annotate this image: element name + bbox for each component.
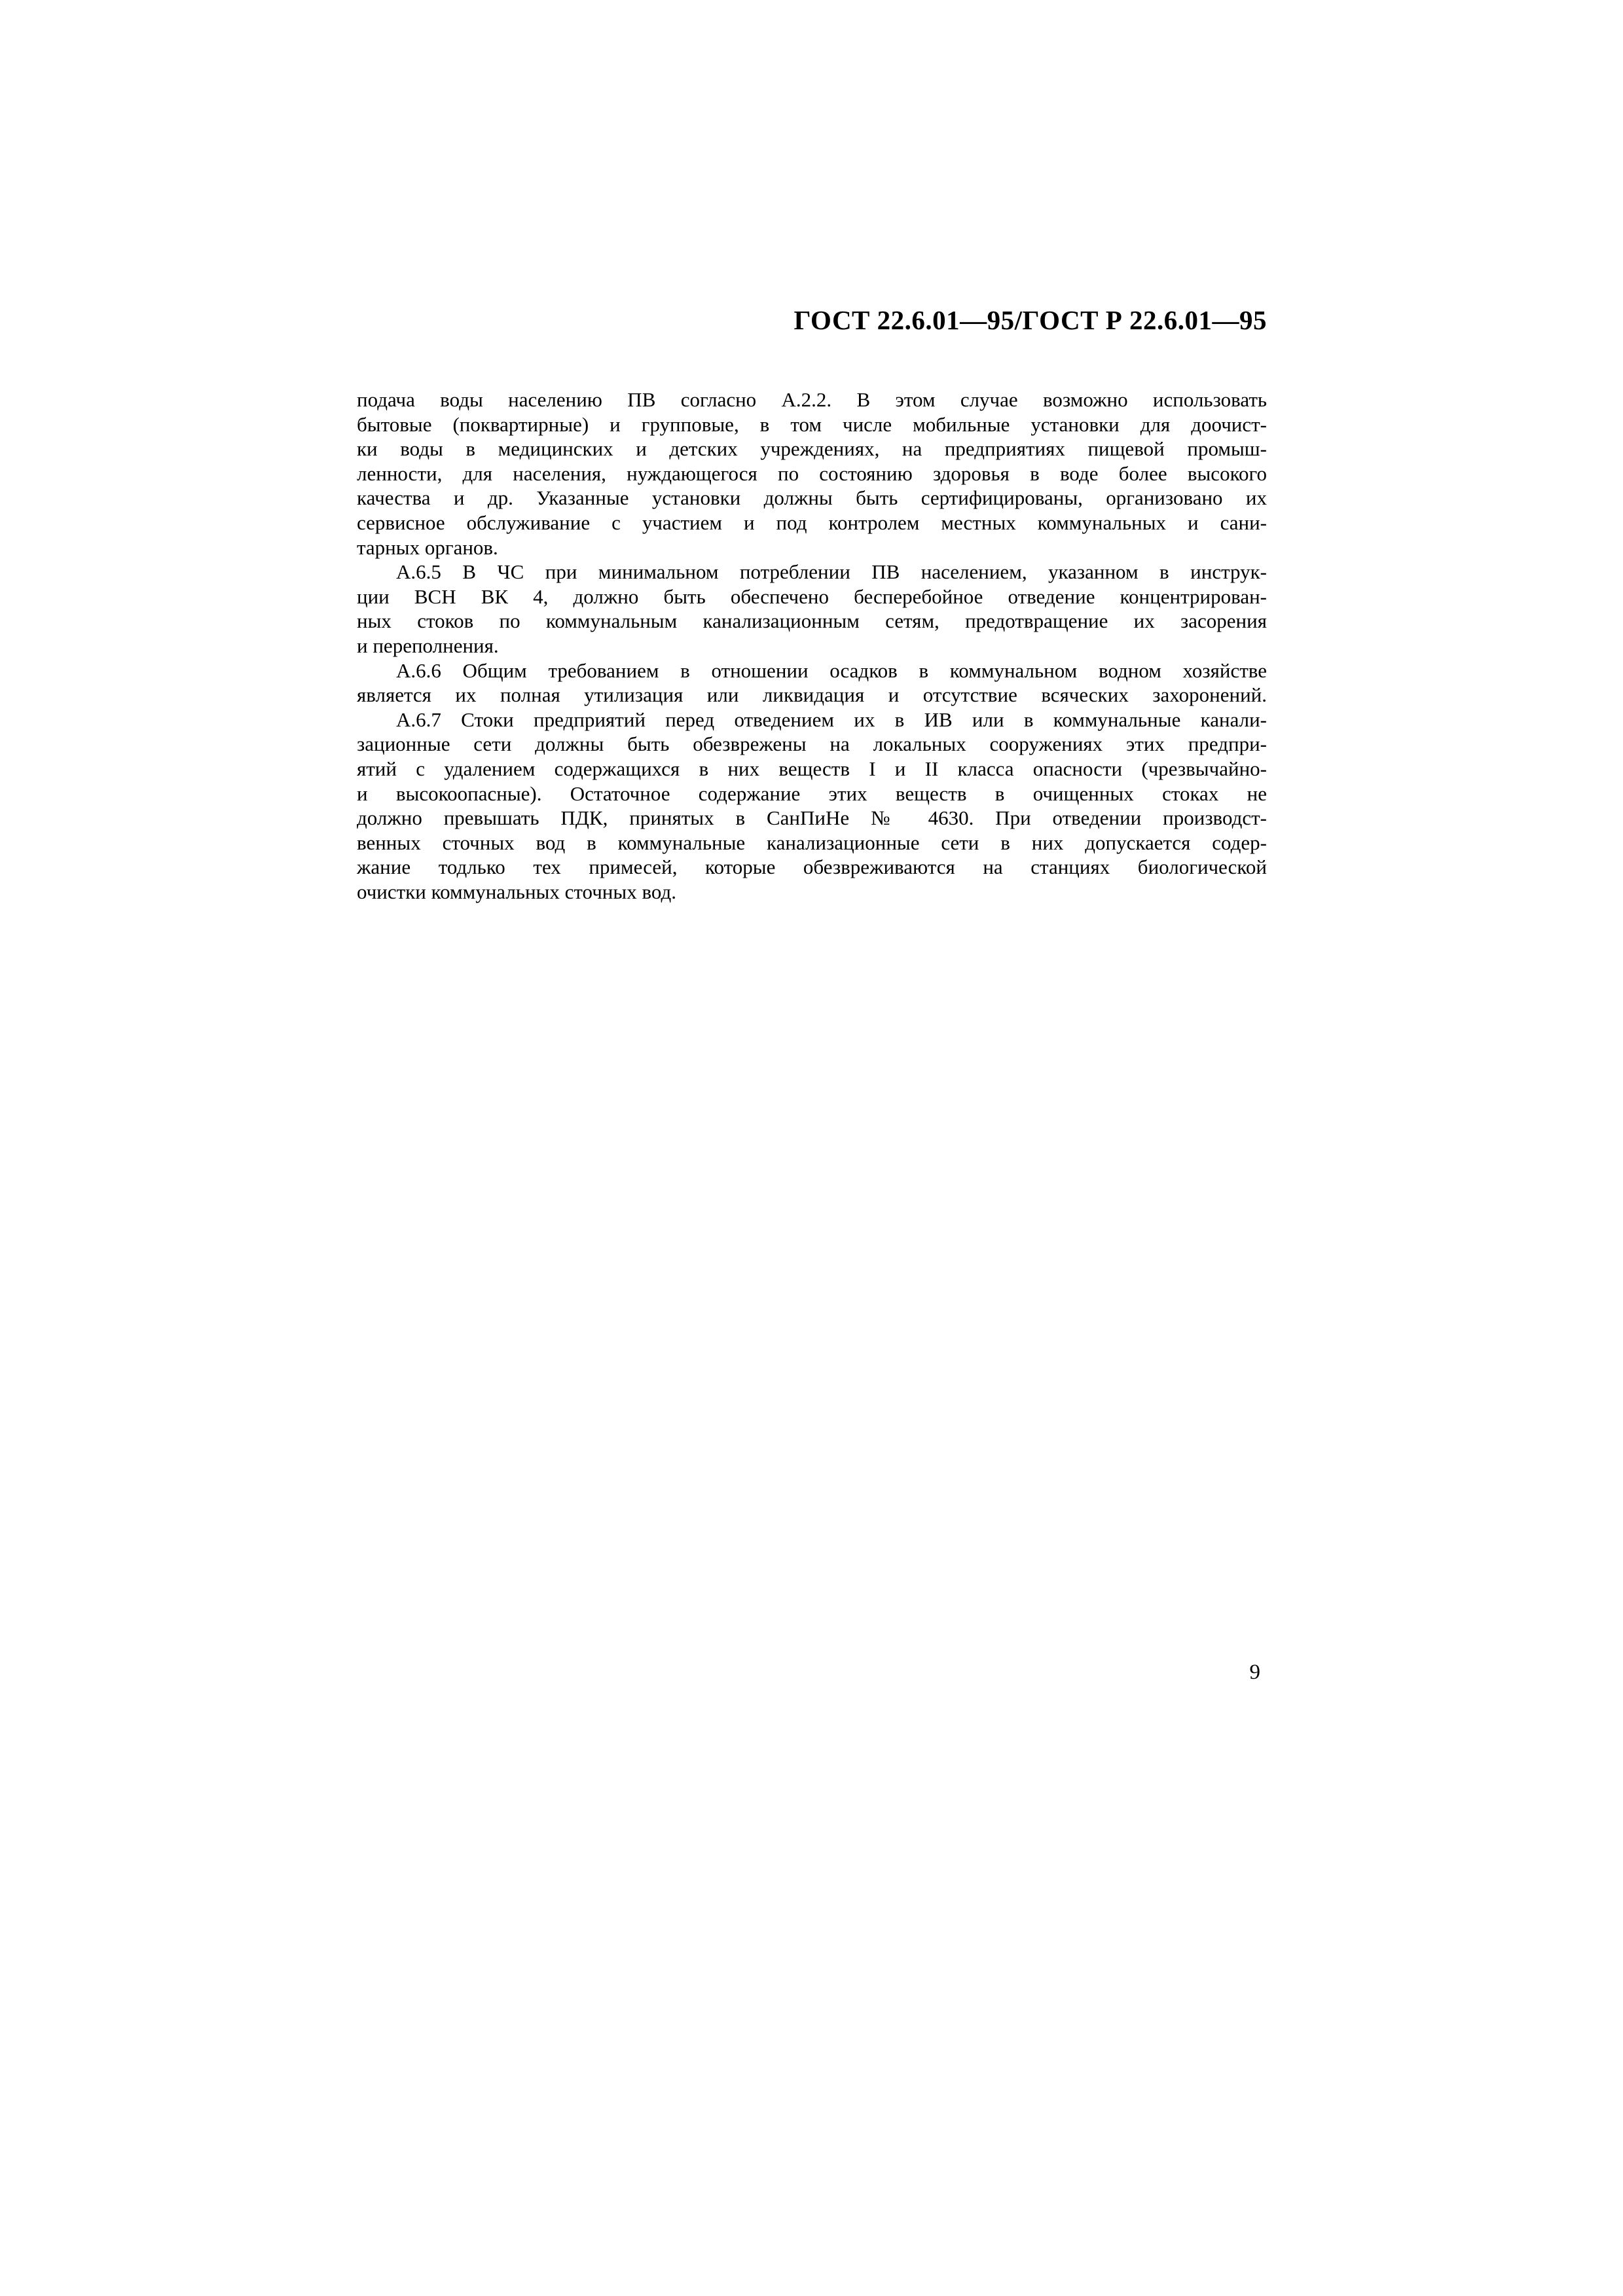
document-body (357, 387, 1267, 904)
text-line: и переполнения. (357, 634, 499, 657)
text-line: ных стоков по коммунальным канализационным сетям, предотвращение их засорения (357, 609, 1267, 633)
text-line: подача воды населению ПВ согласно А.2.2. В этом случае возможно использовать (357, 388, 1267, 411)
text-line: А.6.7 Стоки предприятий перед отведением их в ИВ или в коммунальные канали- (396, 708, 1267, 731)
text-line: ленности, для населения, нуждающегося по состоянию здоровья в воде более высокого (357, 461, 1267, 485)
paragraph-continuation (357, 387, 1267, 560)
text-line: является их полная утилизация или ликвидация и отсутствие всяческих захоронений. (357, 683, 1267, 707)
text-line: венных сточных вод в коммунальные канализационные сети в них допускается содер- (357, 831, 1267, 854)
paragraph-a-6-6 (357, 658, 1267, 708)
text-line: должно превышать ПДК, принятых в СанПиНе № 4630. При отведении производст- (357, 806, 1267, 830)
text-line: и высокоопасные). Остаточное содержание этих веществ в очищенных стоках не (357, 781, 1267, 805)
text-line: ции ВСН ВК 4, должно быть обеспечено бесперебойное отведение концентрирован- (357, 584, 1267, 608)
text-line: тарных органов. (357, 535, 498, 559)
page-number: 9 (1249, 1660, 1260, 1684)
text-line: качества и др. Указанные установки должны быть сертифицированы, организовано их (357, 486, 1267, 510)
page-header: ГОСТ 22.6.01—95/ГОСТ Р 22.6.01—95 (793, 305, 1267, 335)
text-line: бытовые (поквартирные) и групповые, в том числе мобильные установки для доочист- (357, 412, 1267, 436)
text-line: ки воды в медицинских и детских учреждениях, на предприятиях пищевой промыш- (357, 437, 1267, 461)
text-line: сервисное обслуживание с участием и под контролем местных коммунальных и сани- (357, 511, 1267, 534)
text-line: А.6.6 Общим требованием в отношении осадков в коммунальном водном хозяйстве (396, 658, 1267, 682)
text-line: ятий с удалением содержащихся в них веществ I и II класса опасности (чрезвычайно- (357, 757, 1267, 780)
paragraph-a-6-7 (357, 708, 1267, 905)
text-line: А.6.5 В ЧС при минимальном потреблении ПВ населением, указанном в инструк- (396, 560, 1267, 584)
text-line: жание тодлько тех примесей, которые обезвреживаются на станциях биологической (357, 855, 1267, 879)
paragraph-a-6-5 (357, 560, 1267, 658)
text-line: зационные сети должны быть обезврежены на локальных сооружениях этих предпри- (357, 732, 1267, 756)
text-line: очистки коммунальных сточных вод. (357, 880, 677, 903)
